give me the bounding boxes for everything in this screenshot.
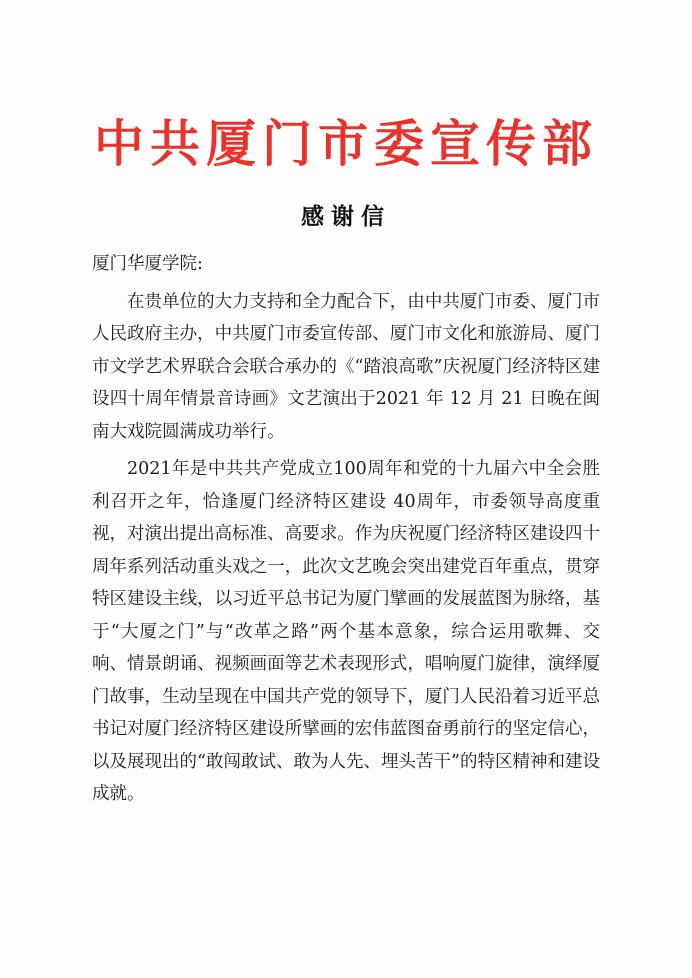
document-title: 感谢信 (301, 204, 391, 230)
paragraph-2: 2021年是中共共产党成立100周年和党的十九届六中全会胜利召开之年，恰逢厦门经济特区建设 40周年，市委领导高度重视，对演出提出高标准、高要求。作为庆祝厦门经济特区建设四十周年系列活动重头戏之一，此次文艺晚会突出建党百年重点，贯穿特区建设主线，以习近平总书记为厦门擘画的发展蓝图为脉络，基于“大厦之门”与“改革之路”两个基本意象，综合运用歌舞、交响、情景朗诵、视频画面等艺术表现形式，唱响厦门旋律，演绎厦门故事，生动呈现在中国共产党的领导下，厦门人民沿着习近平总书记对厦门经济特区建设所擘画的宏伟蓝图奋勇前行的坚定信心，以及展现出的“敢闯敢试、敢为人先、埋头苦干”的特区精神和建设成就。 (92, 459, 600, 804)
salutation: 厦门华厦学院: (92, 254, 203, 274)
letterhead-title: 中共厦门市委宣传部 (94, 114, 598, 173)
letter-body (92, 248, 600, 816)
paragraph-1: 在贵单位的大力支持和全力配合下，由中共厦门市委、厦门市人民政府主办，中共厦门市委宣传部、厦门市文化和旅游局、厦门市文学艺术界联合会联合承办的《“踏浪高歌”庆祝厦门经济特区建设四十周年情景音诗画》文艺演出于2021 年 12 月 21 日晚在闽南大戏院圆满成功举行。 (92, 291, 600, 442)
